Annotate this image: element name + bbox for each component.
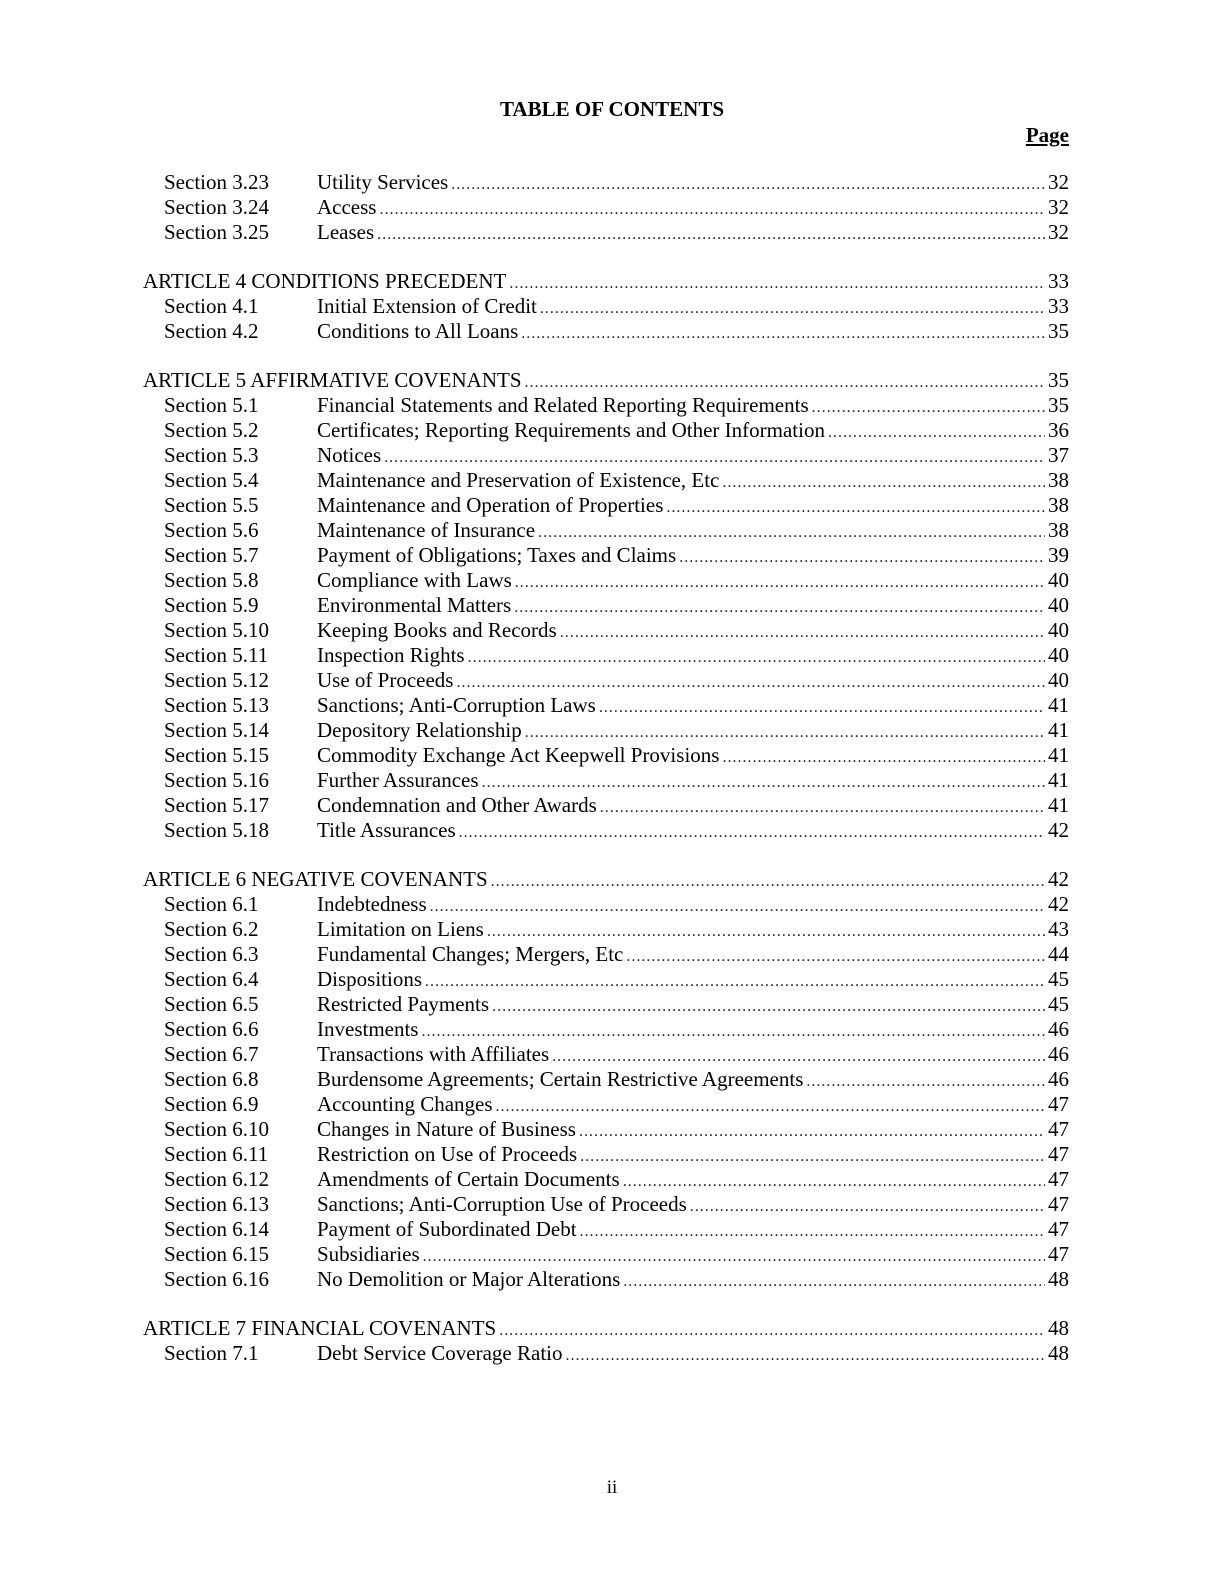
section-title: Further Assurances [317, 768, 479, 792]
section-number: Section 5.13 [164, 693, 269, 717]
section-number: Section 5.18 [164, 818, 269, 842]
section-number: Section 3.23 [164, 170, 269, 194]
section-title: Fundamental Changes; Mergers, Etc [317, 942, 624, 966]
toc-section-entry[interactable] [143, 1242, 1069, 1267]
page-number: 40 [1048, 643, 1069, 667]
section-title: Amendments of Certain Documents [317, 1167, 620, 1191]
section-title: Depository Relationship [317, 718, 522, 742]
section-title: Access [317, 195, 377, 219]
toc-section-entry[interactable] [143, 294, 1069, 319]
page-number: 40 [1048, 618, 1069, 642]
page-number: 46 [1048, 1067, 1069, 1091]
section-number: Section 6.11 [164, 1142, 269, 1166]
section-number: Section 5.12 [164, 668, 269, 692]
article-title: ARTICLE 5 AFFIRMATIVE COVENANTS [143, 368, 522, 392]
page-number: 32 [1048, 170, 1069, 194]
section-number: Section 7.1 [164, 1341, 259, 1365]
dot-leader [626, 944, 1045, 969]
section-title: Accounting Changes [317, 1092, 493, 1116]
toc-section-entry[interactable] [143, 319, 1069, 344]
toc-section-entry[interactable] [143, 468, 1069, 493]
page-number: 48 [1048, 1316, 1069, 1340]
page-number: 48 [1048, 1267, 1069, 1291]
page-number: 41 [1048, 718, 1069, 742]
section-number: Section 5.1 [164, 393, 259, 417]
dot-leader [491, 869, 1045, 894]
section-number: Section 4.1 [164, 294, 259, 318]
page-number: 47 [1048, 1117, 1069, 1141]
page-number: 45 [1048, 967, 1069, 991]
page-number: 47 [1048, 1092, 1069, 1116]
section-number: Section 5.16 [164, 768, 269, 792]
section-number: Section 5.14 [164, 718, 269, 742]
toc-section-entry[interactable] [143, 618, 1069, 643]
page-number: 42 [1048, 867, 1069, 891]
toc-section-entry[interactable] [143, 668, 1069, 693]
section-title: Subsidiaries [317, 1242, 420, 1266]
section-number: Section 3.25 [164, 220, 269, 244]
dot-leader [509, 271, 1045, 296]
page-number: 39 [1048, 543, 1069, 567]
dot-leader [421, 1019, 1045, 1044]
page-number: 33 [1048, 269, 1069, 293]
section-number: Section 6.9 [164, 1092, 259, 1116]
toc-section-entry[interactable] [143, 518, 1069, 543]
section-number: Section 6.6 [164, 1017, 259, 1041]
dot-leader [521, 321, 1045, 346]
page-number: 43 [1048, 917, 1069, 941]
dot-leader [425, 969, 1045, 994]
section-number: Section 6.4 [164, 967, 259, 991]
toc-section-entry[interactable] [143, 493, 1069, 518]
toc-article-entry[interactable] [143, 867, 1069, 892]
section-number: Section 6.16 [164, 1267, 269, 1291]
dot-leader [487, 919, 1045, 944]
page-column-heading: Page [1025, 123, 1069, 147]
toc-section-entry[interactable] [143, 568, 1069, 593]
section-title: Transactions with Affiliates [317, 1042, 550, 1066]
toc-section-entry[interactable] [143, 418, 1069, 443]
toc-section-entry[interactable] [143, 1017, 1069, 1042]
section-title: Restricted Payments [317, 992, 490, 1016]
page-number: 41 [1048, 743, 1069, 767]
page-number: 47 [1048, 1192, 1069, 1216]
page-number: 35 [1048, 393, 1069, 417]
section-title: Notices [317, 443, 382, 467]
section-number: Section 5.9 [164, 593, 259, 617]
dot-leader [423, 1244, 1045, 1269]
page-number: 41 [1048, 693, 1069, 717]
section-title: Keeping Books and Records [317, 618, 557, 642]
toc-section-entry[interactable] [143, 693, 1069, 718]
page-number: 33 [1048, 294, 1069, 318]
section-title: Restriction on Use of Proceeds [317, 1142, 578, 1166]
toc-section-entry[interactable] [143, 992, 1069, 1017]
toc-list [143, 170, 1069, 1366]
toc-section-entry[interactable] [143, 443, 1069, 468]
page-number: 40 [1048, 593, 1069, 617]
dot-leader [377, 222, 1045, 247]
toc-section-entry[interactable] [143, 1267, 1069, 1292]
section-number: Section 5.8 [164, 568, 259, 592]
section-title: Sanctions; Anti-Corruption Laws [317, 693, 596, 717]
page-number: 48 [1048, 1341, 1069, 1365]
article-title: ARTICLE 6 NEGATIVE COVENANTS [143, 867, 488, 891]
dot-leader [468, 645, 1045, 670]
dot-leader [525, 370, 1045, 395]
section-title: Conditions to All Loans [317, 319, 519, 343]
dot-leader [566, 1343, 1046, 1368]
toc-section-entry[interactable] [143, 170, 1069, 195]
toc-section-entry[interactable] [143, 743, 1069, 768]
page-number: 42 [1048, 892, 1069, 916]
section-title: Burdensome Agreements; Certain Restrictive Agreements [317, 1067, 804, 1091]
section-title: Investments [317, 1017, 419, 1041]
section-number: Section 6.1 [164, 892, 259, 916]
page-number-footer: ii [606, 1477, 618, 1498]
section-title: Debt Service Coverage Ratio [317, 1341, 563, 1365]
section-title: Indebtedness [317, 892, 427, 916]
dot-leader [679, 545, 1045, 570]
toc-section-entry[interactable] [143, 1341, 1069, 1366]
dot-leader [451, 172, 1045, 197]
section-title: Sanctions; Anti-Corruption Use of Proceeds [317, 1192, 687, 1216]
dot-leader [456, 670, 1045, 695]
page-number: 38 [1048, 468, 1069, 492]
dot-leader [379, 197, 1045, 222]
dot-leader [514, 595, 1045, 620]
dot-leader [492, 994, 1045, 1019]
page-number: 45 [1048, 992, 1069, 1016]
section-title: Payment of Subordinated Debt [317, 1217, 577, 1241]
page-number: 47 [1048, 1217, 1069, 1241]
toc-section-entry[interactable] [143, 1142, 1069, 1167]
dot-leader [722, 745, 1045, 770]
section-title: Maintenance and Operation of Properties [317, 493, 664, 517]
section-title: Maintenance and Preservation of Existence, Etc [317, 468, 720, 492]
toc-section-entry[interactable] [143, 718, 1069, 743]
toc-section-entry[interactable] [143, 768, 1069, 793]
dot-leader [828, 420, 1045, 445]
section-number: Section 6.13 [164, 1192, 269, 1216]
dot-leader [430, 894, 1045, 919]
dot-leader [552, 1044, 1045, 1069]
section-number: Section 6.14 [164, 1217, 269, 1241]
toc-section-entry[interactable] [143, 1117, 1069, 1142]
page-number: 47 [1048, 1167, 1069, 1191]
section-title: Initial Extension of Credit [317, 294, 537, 318]
page-number: 41 [1048, 793, 1069, 817]
page-number: 32 [1048, 220, 1069, 244]
toc-section-entry[interactable] [143, 643, 1069, 668]
section-number: Section 5.10 [164, 618, 269, 642]
dot-leader [482, 770, 1045, 795]
dot-leader [560, 620, 1045, 645]
toc-section-entry[interactable] [143, 967, 1069, 992]
section-number: Section 5.7 [164, 543, 259, 567]
toc-section-entry[interactable] [143, 1192, 1069, 1217]
page-number: 40 [1048, 568, 1069, 592]
dot-leader [690, 1194, 1045, 1219]
section-title: Condemnation and Other Awards [317, 793, 597, 817]
page-number: 47 [1048, 1142, 1069, 1166]
section-number: Section 5.5 [164, 493, 259, 517]
section-number: Section 5.11 [164, 643, 269, 667]
dot-leader [812, 395, 1045, 420]
dot-leader [499, 1318, 1045, 1343]
toc-title: TABLE OF CONTENTS [499, 97, 725, 121]
section-number: Section 6.15 [164, 1242, 269, 1266]
section-number: Section 6.7 [164, 1042, 259, 1066]
page-number: 46 [1048, 1017, 1069, 1041]
toc-section-entry[interactable] [143, 1167, 1069, 1192]
section-number: Section 6.2 [164, 917, 259, 941]
page-number: 40 [1048, 668, 1069, 692]
section-number: Section 6.8 [164, 1067, 259, 1091]
section-title: Commodity Exchange Act Keepwell Provisions [317, 743, 720, 767]
page-number: 44 [1048, 942, 1069, 966]
section-title: Use of Proceeds [317, 668, 454, 692]
section-number: Section 3.24 [164, 195, 269, 219]
dot-leader [600, 795, 1045, 820]
page-number: 42 [1048, 818, 1069, 842]
page-number: 35 [1048, 319, 1069, 343]
dot-leader [525, 720, 1045, 745]
toc-article-entry[interactable] [143, 1316, 1069, 1341]
toc-section-entry[interactable] [143, 220, 1069, 245]
section-number: Section 6.5 [164, 992, 259, 1016]
dot-leader [806, 1069, 1045, 1094]
section-title: Maintenance of Insurance [317, 518, 536, 542]
dot-leader [722, 470, 1045, 495]
section-title: Dispositions [317, 967, 423, 991]
toc-section-entry[interactable] [143, 543, 1069, 568]
section-number: Section 5.2 [164, 418, 259, 442]
page-number: 32 [1048, 195, 1069, 219]
page-number: 35 [1048, 368, 1069, 392]
toc-section-entry[interactable] [143, 195, 1069, 220]
article-title: ARTICLE 7 FINANCIAL COVENANTS [143, 1316, 497, 1340]
dot-leader [515, 570, 1045, 595]
section-title: No Demolition or Major Alterations [317, 1267, 621, 1291]
section-title: Financial Statements and Related Reporting Requirements [317, 393, 809, 417]
section-title: Leases [317, 220, 375, 244]
toc-section-entry[interactable] [143, 818, 1069, 843]
dot-leader [580, 1144, 1045, 1169]
toc-section-entry[interactable] [143, 593, 1069, 618]
toc-section-entry[interactable] [143, 793, 1069, 818]
toc-section-entry[interactable] [143, 1067, 1069, 1092]
dot-leader [459, 820, 1045, 845]
section-title: Limitation on Liens [317, 917, 484, 941]
page-number: 36 [1048, 418, 1069, 442]
page-number: 38 [1048, 518, 1069, 542]
section-title: Title Assurances [317, 818, 456, 842]
section-number: Section 5.4 [164, 468, 259, 492]
section-number: Section 5.3 [164, 443, 259, 467]
page-number: 46 [1048, 1042, 1069, 1066]
page-number: 38 [1048, 493, 1069, 517]
page-number: 41 [1048, 768, 1069, 792]
toc-section-entry[interactable] [143, 393, 1069, 418]
section-title: Changes in Nature of Business [317, 1117, 576, 1141]
dot-leader [666, 495, 1045, 520]
dot-leader [623, 1269, 1045, 1294]
toc-section-entry[interactable] [143, 942, 1069, 967]
section-number: Section 6.3 [164, 942, 259, 966]
toc-section-entry[interactable] [143, 892, 1069, 917]
section-title: Utility Services [317, 170, 449, 194]
dot-leader [580, 1219, 1045, 1244]
section-number: Section 5.17 [164, 793, 269, 817]
article-title: ARTICLE 4 CONDITIONS PRECEDENT [143, 269, 507, 293]
section-title: Compliance with Laws [317, 568, 512, 592]
section-number: Section 5.6 [164, 518, 259, 542]
toc-section-entry[interactable] [143, 1217, 1069, 1242]
dot-leader [540, 296, 1045, 321]
dot-leader [384, 445, 1045, 470]
toc-section-entry[interactable] [143, 917, 1069, 942]
dot-leader [623, 1169, 1045, 1194]
page-number: 47 [1048, 1242, 1069, 1266]
dot-leader [599, 695, 1045, 720]
page-number: 37 [1048, 443, 1069, 467]
dot-leader [579, 1119, 1045, 1144]
toc-section-entry[interactable] [143, 1092, 1069, 1117]
section-number: Section 6.10 [164, 1117, 269, 1141]
section-title: Inspection Rights [317, 643, 465, 667]
section-number: Section 4.2 [164, 319, 259, 343]
section-number: Section 5.15 [164, 743, 269, 767]
dot-leader [496, 1094, 1045, 1119]
toc-article-entry[interactable] [143, 368, 1069, 393]
section-title: Certificates; Reporting Requirements and Other Information [317, 418, 825, 442]
dot-leader [538, 520, 1045, 545]
toc-section-entry[interactable] [143, 1042, 1069, 1067]
section-title: Environmental Matters [317, 593, 512, 617]
section-title: Payment of Obligations; Taxes and Claims [317, 543, 677, 567]
toc-article-entry[interactable] [143, 269, 1069, 294]
section-number: Section 6.12 [164, 1167, 269, 1191]
